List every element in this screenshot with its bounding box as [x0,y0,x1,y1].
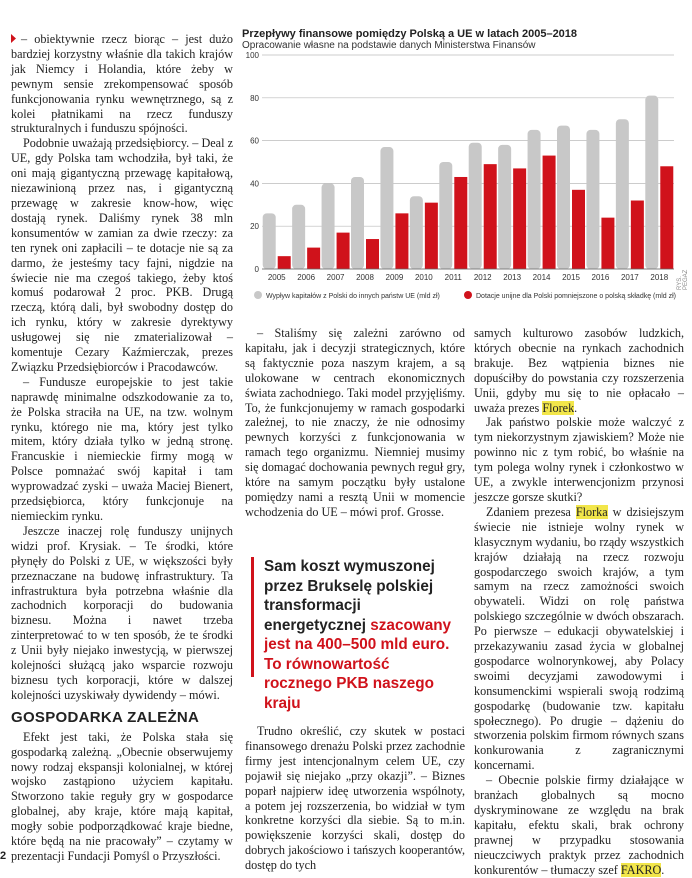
legend-marker-outflow [254,291,262,299]
paragraph: Efekt jest taki, że Polska stała się gospodarką zależną. „Obecnie obserwujemy nowy rodzaj ekspansji kolonialnej, w której wojsko zastąpiono użyciem kapitału. Stworzono takie reguły gry w gospodarce globalnej, aby kraje, które mają kapitał, mogły sobie podporządkować kraje biedne, które będą na nie pracowały” – czytamy w prezentacji Fundacji Pomyśl o Przyszłości. [11,729,233,863]
paragraph: – Obecnie polskie firmy działające w branżach globalnych są mocno dyskryminowane ze względu na brak kapitału, efektu skali, brak ochrony prawnej w przypadku stosowania nieuczciwych praktyk przez zachodnich konkurentów – tłumaczy szef [474,773,684,877]
bar-outflow [351,177,364,269]
x-tick-label: 2012 [473,273,492,282]
y-tick-label: 80 [250,93,259,103]
column-2 [245,326,465,520]
y-tick-label: 0 [254,265,259,274]
page-number: 2 [0,850,7,862]
bar-outflow [439,162,452,269]
legend-marker-subsidy [464,291,472,299]
bar-subsidy [307,248,320,269]
legend-label: Wypływ kapitałów z Polski do innych państw UE (mld zł) [266,293,440,300]
paragraph: Jak państwo polskie może walczyć z tym niekorzystnym zjawiskiem? Może nie powinno nic z tym robić, bo właśnie na tym polega wolny rynek i członkostwo w UE, a zwykle interwencjonizm przynosi jeszcze gorsze skutki? [474,415,684,504]
bar-subsidy [660,166,673,269]
x-tick-label: 2017 [620,273,639,282]
bar-outflow [616,119,629,269]
x-tick-label: 2011 [444,273,462,282]
highlighted-name: FAKRO [620,862,662,877]
bar-outflow [586,130,599,269]
paragraph: Zdaniem prezesa [486,504,576,519]
chart-subtitle: Opracowanie własne na podstawie danych Ministerstwa Finansów [242,40,536,51]
bar-subsidy [601,218,614,269]
bar-outflow [263,213,276,269]
paragraph: – Staliśmy się zależni zarówno od kapitału, jak i decyzji strategicznych, które są faktycznie poza naszym krajem, a są ulokowane w centrach ekonomicznych świata zachodniego. Taki model przyjęliśmy. To, że funkcjonujemy w ramach gospodarki zależnej, to nie znaczy, że nie odnosimy pewnych korzyści z funkcjonowania w ramach tego organizmu. Niemniej musimy się domagać dochowania pewnych reguł gry, które na samym początku były ustalone pomiędzy nami a resztą Unii w momencie wchodzenia do UE – mówi prof. Grosse. [245,326,465,519]
paragraph: Podobnie uważają przedsiębiorcy. – Deal z UE, gdy Polska tam wchodziła, był taki, że oni mają gigantyczną przewagę kapitałową, niezawinioną przez nas, i gigantyczną przewagę w zakresie know-how, więc dostają rynek. Daliśmy rynek 38 mln konsumentów w zamian za dwie rzeczy: za ten rynek oni zapłacili – te dotacje nie są za darmo, że jesteśmy tacy fajni, nigdzie na świecie nie ma czegoś takiego, żeby ktoś komuś podarował 2 proc. PKB. Drugą rzeczą, którą dali, był swobodny dostęp do ich rynku, który w zakresie dyrektywy usługowej się nie zmaterializował – komentuje Cezary Kaźmierczak, prezes Związku Przedsiębiorców i Pracodawców. [11,136,233,374]
x-tick-label: 2009 [385,273,404,282]
x-tick-label: 2014 [532,273,551,282]
x-tick-label: 2006 [297,273,316,282]
paragraph: Jeszcze inaczej rolę funduszy unijnych widzi prof. Krysiak. – Te środki, które płynęły do Polski z UE, w większości były przeznaczane na budowę infrastruktury. Ta infrastruktura była potrzebna właśnie dla zachodnich korporacji do budowania biznesu. Można i nawet trzeba zinterpretować to w ten sposób, że te środki z Unii były niejako inwestycją, w pierwszej kolejności służącą jako wsparcie rozwoju biznesu tych korporacji, które w dalszej kolejności uzyskiwały dywidendy – mówi. [11,523,233,702]
paragraph: w dzisiejszym świecie nie istnieje wolny rynek w klasycznym wydaniu, bo rządy wszystkich krajów działają na rzecz rozwoju gospodarczego swoich krajów, a tym samym na rzecz zamożności swoich obywateli. Widzi on rolę państwa polskiego szczególnie w dwóch obszarach. Po pierwsze – edukacji obywatelskiej i przekazywaniu zasad życia w globalnej gospodarce wolnorynkowej, aby Polacy swoimi decyzjami zawodowymi i konsumenckimi wspierali swoją rodzimą gospodarkę (budowanie tzw. kapitału społecznego). Po drugie – dążeniu do stworzenia polskim firmom równych szans konkurowania z zagranicznymi koncernami. [474,504,684,773]
bar-outflow [292,205,305,269]
bar-subsidy [631,201,644,269]
column-3 [474,326,684,878]
y-tick-label: 100 [245,51,259,60]
bar-subsidy [366,239,379,269]
y-tick-label: 20 [250,222,259,232]
bar-subsidy [543,156,556,269]
pull-quote-text: Sam koszt wymuszonej przez Brukselę polskiej transformacji energetycznej [264,558,435,634]
bar-subsidy [454,177,467,269]
bar-chart [242,51,688,317]
paragraph: – Fundusze europejskie to jest takie naprawdę minimalne odszkodowanie za to, że Polska straciła na UE, na tzw. wolnym rynku, którego nie ma, który jest tylko mitem, który działa tylko w jedną stronę. Francuskie i niemieckie firmy mogą w Polsce pomnażać swój kapitał i tam wyprowadzać zyski – uważa Maciej Bienert, przedsiębiorca, który funkcjonuje na niemieckim rynku. [11,374,233,523]
bar-outflow [528,130,541,269]
bar-outflow [469,143,482,269]
chart-title: Przepływy finansowe pomiędzy Polską a UE w latach 2005–2018 [242,28,578,40]
x-tick-label: 2010 [414,273,433,282]
bar-subsidy [513,168,526,269]
bar-subsidy [337,233,350,269]
chart [242,28,688,324]
bar-outflow [380,147,393,269]
x-tick-label: 2018 [650,273,669,282]
illustration-credit: RYS. PEGAZ [677,269,689,290]
x-tick-label: 2008 [356,273,374,282]
bar-subsidy [395,213,408,269]
bar-subsidy [425,203,438,269]
punctuation: . [574,400,578,415]
bullet-icon [11,34,16,43]
paragraph: – obiektywnie rzecz biorąc – jest dużo bardziej korzystny właśnie dla takich krajów jak Niemcy i Holandia, które żeby w pewnym sensie zrekompensować sposób funkcjonowania rynku wewnętrznego, są z kolei płatnikami na rzecz funduszy strukturalnych i funduszu spójności. [11,32,233,136]
bar-subsidy [484,164,497,269]
highlighted-name: Florka [575,504,608,519]
x-tick-label: 2007 [326,273,345,282]
column-1 [11,32,233,864]
bar-outflow [557,126,570,269]
bar-outflow [498,145,511,269]
bar-subsidy [278,256,291,269]
y-tick-label: 40 [250,179,259,189]
punctuation: . [661,862,665,877]
x-tick-label: 2005 [267,273,286,282]
paragraph: samych kulturowo zasobów ludzkich, których obecnie na rynkach zachodnich brakuje. Bez wątpienia biznes nie dopuściłby do powstania czy rozszerzenia Unii, gdyby mu się to nie opłacało – uważa prezes [474,326,684,415]
column-2-lower [245,724,465,873]
x-tick-label: 2016 [591,273,610,282]
y-tick-label: 60 [250,136,259,146]
x-tick-label: 2015 [562,273,580,282]
bar-outflow [322,183,335,269]
pull-quote-highlight: szacowany jest na 400–500 mld euro. To równowartość rocznego PKB naszego kraju [264,616,452,712]
pull-quote [251,557,460,712]
highlighted-name: Florek [542,400,575,415]
bar-outflow [645,96,658,269]
bar-outflow [410,196,423,269]
paragraph: Trudno określić, czy skutek w postaci finansowego drenażu Polski przez zachodnie firmy jest intencjonalnym celem UE, czy pojawił się niejako „przy okazji”. – Biznes poparł najpierw ideę utworzenia wspólnoty, a potem jej rozszerzenia, bo widział w tym konkretne korzyści dla siebie. Są to m.in. powiększenie korzyści skali, dostęp do dobrych jakościowo i tańszych kooperantów, dostęp do tych [245,724,465,873]
section-heading: GOSPODARKA ZALEŻNA [11,708,200,726]
legend-label: Dotacje unijne dla Polski pomniejszone o polską składkę (mld zł) [476,293,676,300]
x-tick-label: 2013 [503,273,522,282]
bar-subsidy [572,190,585,269]
